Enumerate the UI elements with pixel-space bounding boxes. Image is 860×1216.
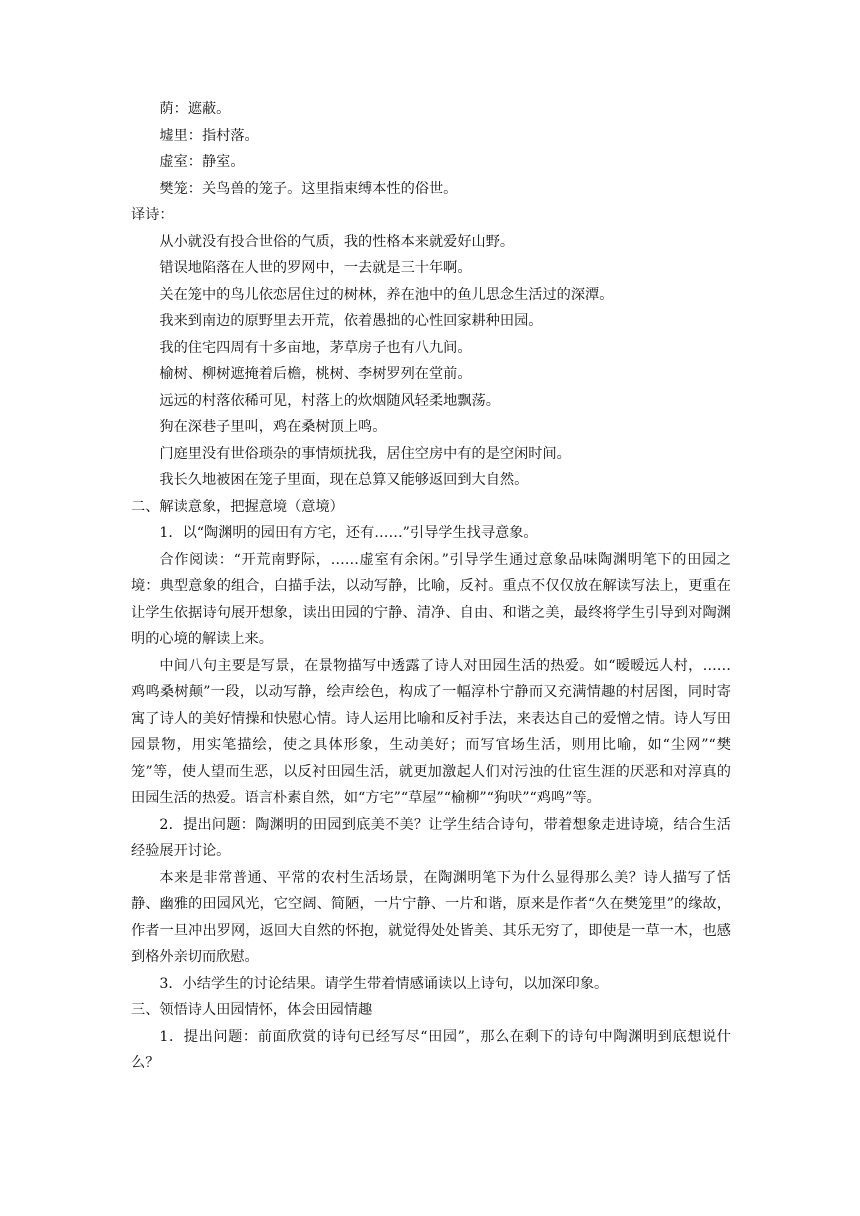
word-notes [131,96,731,202]
note-line: 荫：遮蔽。 [159,101,231,117]
translation-line: 门庭里没有世俗琐杂的事情烦扰我，居住空房中有的是空闲时间。 [159,445,571,462]
paragraph: 3．小结学生的讨论结果。请学生带着情感诵读以上诗句，以加深印象。 [159,975,609,992]
translation-line: 我长久地被困在笼子里面，现在总算又能够返回到大自然。 [159,472,529,488]
paragraph: 本来是非常普通、平常的农村生活场景，在陶渊明笔下为什么显得那么美？诗人描写了恬静、幽雅的田园风光，它空阔、简陋，一片宁静、一片和谐，原来是作者“久在樊笼里”的缘故，作者一旦冲出罗网，返回大自然的怀抱，就觉得处处皆美、其乐无穷了，即使是一草一木，也感到格外亲切而欣慰。 [131,869,731,965]
translation-line: 榆树、柳树遮掩着后檐，桃树、李树罗列在堂前。 [159,366,472,382]
note-line: 樊笼：关鸟兽的笼子。这里指束缚本性的俗世。 [159,180,458,197]
paragraph: 合作阅读：“开荒南野际，……虚室有余闲。”引导学生通过意象品味陶渊明笔下的田园之境：典型意象的组合，白描手法，以动写静，比喻，反衬。重点不仅仅放在解读写法上，更重在让学生依据诗句展开想象，读出田园的宁静、清净、自由、和谐之美，最终将学生引导到对陶渊明的心境的解读上来。 [131,551,731,647]
section-heading: 二、解读意象，把握意境（意境） [131,498,344,515]
translation-line: 狗在深巷子里叫，鸡在桑树顶上鸣。 [159,419,387,435]
translation-line: 从小就没有投合世俗的气质，我的性格本来就爱好山野。 [159,233,515,250]
translation-line: 错误地陷落在人世的罗网中，一去就是三十年啊。 [159,260,472,276]
paragraph: 2．提出问题：陶渊明的田园到底美不美？让学生结合诗句，带着想象走进诗境，结合生活经验展开讨论。 [131,816,731,859]
note-line: 虚室：静室。 [159,154,245,170]
paragraph: 中间八句主要是写景，在景物描写中透露了诗人对田园生活的热爱。如“暧暧远人村，……鸡鸣桑树颠”一段，以动写静，绘声绘色，构成了一幅淳朴宁静而又充满情趣的村居图，同时寄寓了诗人的美好情操和快慰心情。诗人运用比喻和反衬手法，来表达自己的爱憎之情。诗人写田园景物，用实笔描绘，使之具体形象，生动美好；而写官场生活，则用比喻，如“尘网”“樊笼”等，使人望而生恶，以反衬田园生活，就更加激起人们对污浊的仕宦生涯的厌恶和对淳真的田园生活的热爱。语言朴素自然，如“方宅”“草屋”“榆柳”“狗吠”“鸡鸣”等。 [131,657,731,806]
translation-heading: 译诗： [131,207,174,223]
translation-line: 远远的村落依稀可见，村落上的炊烟随风轻柔地飘荡。 [159,392,500,409]
paragraph: 1．以“陶渊明的园田有方宅，还有……”引导学生找寻意象。 [159,525,538,541]
translation-line: 关在笼中的鸟儿依恋居住过的树林，养在池中的鱼儿思念生活过的深潭。 [159,286,614,303]
section-heading: 三、领悟诗人田园情怀，体会田园情趣 [131,1002,373,1018]
translation-line: 我的住宅四周有十多亩地，茅草房子也有八九间。 [159,339,472,356]
paragraph: 1．提出问题：前面欣赏的诗句已经写尽“田园”，那么在剩下的诗句中陶渊明到底想说什么？ [131,1028,731,1071]
translation-line: 我来到南边的原野里去开荒，依着愚拙的心性回家耕种田园。 [159,313,543,329]
document-body [131,96,731,1077]
note-line: 墟里：指村落。 [159,127,259,144]
translation-lines [131,229,731,494]
